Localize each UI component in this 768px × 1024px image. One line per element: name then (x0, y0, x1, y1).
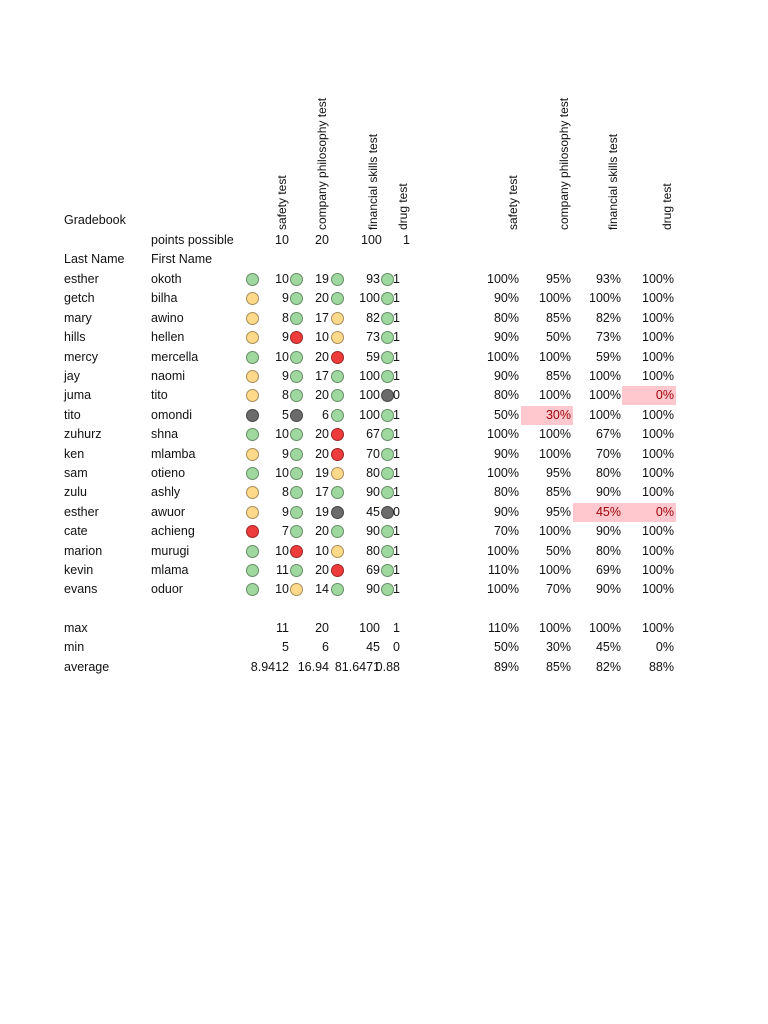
score-cell: 100 (359, 369, 380, 383)
last-name-cell: sam (64, 466, 88, 480)
first-name-header: First Name (151, 252, 213, 266)
percent-cell: 93% (595, 272, 621, 286)
percent-cell: 100% (589, 369, 621, 383)
summary-score-cell: 0.88 (375, 659, 400, 674)
table-row (0, 289, 768, 308)
score-cell: 69 (366, 563, 380, 577)
last-name-cell: zuhurz (64, 427, 102, 442)
percent-cell: 90% (493, 369, 519, 383)
summary-score-cell: 5 (282, 640, 289, 655)
score-cell: 9 (282, 291, 289, 306)
percent-cell: 80% (595, 466, 621, 480)
first-name-cell: otieno (151, 466, 186, 480)
percent-cell: 90% (493, 330, 519, 345)
points-possible-label: points possible (151, 233, 234, 247)
first-name-cell: oduor (151, 582, 183, 597)
summary-row (0, 619, 768, 638)
score-cell: 17 (315, 369, 329, 383)
percent-cell: 90% (595, 582, 621, 597)
score-cell: 90 (366, 582, 380, 597)
summary-percent-cell: 50% (493, 640, 519, 655)
last-name-cell: esther (64, 272, 99, 286)
first-name-cell: murugi (151, 543, 190, 558)
summary-percent-cell: 89% (493, 659, 519, 674)
score-cell: 67 (366, 427, 380, 442)
score-cell: 10 (275, 543, 289, 558)
percent-cell: 100% (642, 291, 674, 306)
percent-cell: 100% (642, 310, 674, 325)
last-name-cell: zulu (64, 485, 87, 500)
table-row (0, 425, 768, 444)
percent-cell: 100% (539, 291, 571, 306)
table-row (0, 309, 768, 328)
percent-cell: 80% (493, 388, 519, 403)
percent-cell: 100% (642, 330, 674, 345)
percent-cell: 100% (642, 582, 674, 597)
score-cell: 20 (315, 446, 329, 461)
score-cell: 100 (359, 291, 380, 306)
header-financial-skills-test-pct: financial skills test (606, 133, 620, 230)
score-cell: 17 (315, 310, 329, 325)
percent-cell: 90% (493, 446, 519, 461)
table-row (0, 580, 768, 599)
percent-cell: 80% (493, 485, 519, 500)
score-cell: 10 (275, 466, 289, 480)
first-name-cell: shna (151, 427, 179, 442)
percent-cell: 100% (539, 349, 571, 364)
score-cell: 11 (276, 563, 289, 577)
score-cell: 1 (393, 427, 400, 442)
header-company-philosophy-test-pct: company philosophy test (557, 97, 571, 230)
summary-score-cell: 11 (276, 621, 289, 635)
percent-cell: 100% (642, 524, 674, 539)
header-drug-test-pct: drug test (660, 183, 674, 230)
score-cell: 10 (315, 543, 329, 558)
first-name-cell: okoth (151, 272, 182, 286)
percent-cell: 90% (595, 524, 621, 539)
table-row (0, 386, 768, 405)
table-row (0, 561, 768, 580)
score-cell: 7 (282, 524, 289, 539)
percent-cell: 100% (539, 446, 571, 461)
score-cell: 100 (359, 388, 380, 403)
percent-cell: 100% (487, 543, 519, 558)
summary-percent-cell: 82% (595, 659, 621, 674)
header-safety-test: safety test (275, 175, 289, 230)
score-cell: 1 (393, 582, 400, 597)
score-cell: 1 (393, 291, 400, 306)
score-cell: 10 (315, 330, 329, 345)
summary-score-cell: 20 (315, 621, 329, 635)
score-cell: 8 (282, 388, 289, 403)
summary-score-cell: 81.6471 (334, 659, 380, 674)
percent-cell: 100% (642, 272, 674, 286)
percent-cell: 80% (493, 310, 519, 325)
score-cell: 0 (393, 504, 400, 519)
percent-cell: 100% (539, 388, 571, 403)
low-percent-cell: 0% (622, 503, 676, 522)
last-name-cell: mercy (64, 349, 99, 364)
points-possible-safety: 10 (275, 233, 289, 247)
last-name-cell: evans (64, 582, 98, 597)
score-cell: 8 (282, 310, 289, 325)
points-possible-company: 20 (315, 233, 329, 247)
summary-score-cell: 16.94 (297, 659, 329, 674)
score-cell: 20 (315, 427, 329, 442)
header-drug-test: drug test (396, 183, 410, 230)
last-name-header: Last Name (64, 252, 125, 266)
percent-cell: 100% (487, 466, 519, 480)
percent-cell: 85% (545, 310, 571, 325)
score-cell: 8 (282, 485, 289, 500)
percent-cell: 50% (493, 407, 519, 422)
summary-row (0, 658, 768, 677)
percent-cell: 100% (642, 485, 674, 500)
percent-cell: 100% (539, 427, 571, 442)
summary-percent-cell: 85% (545, 659, 571, 674)
table-row (0, 348, 768, 367)
summary-percent-cell: 100% (589, 621, 621, 635)
percent-cell: 67% (595, 427, 621, 442)
percent-cell: 69% (595, 563, 621, 577)
first-name-cell: naomi (151, 369, 186, 383)
score-cell: 20 (315, 388, 329, 403)
summary-percent-cell: 88% (648, 659, 674, 674)
last-name-cell: marion (64, 543, 103, 558)
score-cell: 45 (366, 504, 380, 519)
table-row (0, 522, 768, 541)
last-name-cell: juma (64, 388, 92, 403)
summary-percent-cell: 0% (655, 640, 674, 655)
last-name-cell: getch (64, 291, 95, 306)
last-name-cell: jay (64, 369, 80, 383)
percent-cell: 50% (545, 330, 571, 345)
points-possible-financial: 100 (361, 233, 382, 247)
score-cell: 9 (282, 330, 289, 345)
score-cell: 1 (393, 330, 400, 345)
header-company-philosophy-test: company philosophy test (315, 97, 329, 230)
percent-cell: 82% (595, 310, 621, 325)
last-name-cell: esther (64, 504, 99, 519)
summary-percent-cell: 110% (487, 621, 519, 635)
score-cell: 59 (366, 349, 380, 364)
score-cell: 17 (315, 485, 329, 500)
score-cell: 80 (366, 543, 380, 558)
percent-cell: 100% (642, 466, 674, 480)
score-cell: 9 (282, 504, 289, 519)
table-row (0, 542, 768, 561)
score-cell: 82 (366, 310, 380, 325)
score-cell: 0 (393, 388, 400, 403)
table-row (0, 367, 768, 386)
score-cell: 100 (359, 407, 380, 422)
score-cell: 1 (393, 407, 400, 422)
percent-cell: 100% (539, 563, 571, 577)
score-cell: 6 (322, 407, 329, 422)
score-cell: 1 (393, 543, 400, 558)
score-cell: 10 (275, 272, 289, 286)
last-name-cell: hills (64, 330, 86, 345)
score-cell: 90 (366, 485, 380, 500)
score-cell: 20 (315, 349, 329, 364)
score-cell: 70 (366, 446, 380, 461)
score-cell: 19 (315, 272, 329, 286)
summary-percent-cell: 30% (545, 640, 571, 655)
last-name-cell: tito (64, 407, 81, 422)
table-row (0, 328, 768, 347)
percent-cell: 100% (589, 407, 621, 422)
percent-cell: 100% (642, 369, 674, 383)
percent-cell: 85% (545, 485, 571, 500)
first-name-cell: achieng (151, 524, 195, 539)
percent-cell: 100% (539, 524, 571, 539)
score-cell: 1 (393, 524, 400, 539)
score-cell: 1 (393, 446, 400, 461)
score-cell: 1 (393, 310, 400, 325)
percent-cell: 100% (487, 272, 519, 286)
first-name-cell: mlama (151, 563, 189, 577)
percent-cell: 90% (493, 504, 519, 519)
score-cell: 93 (366, 272, 380, 286)
percent-cell: 59% (595, 349, 621, 364)
low-percent-cell: 45% (573, 503, 623, 522)
sheet-title: Gradebook (64, 213, 126, 227)
percent-cell: 100% (642, 563, 674, 577)
first-name-cell: mlamba (151, 446, 196, 461)
summary-score-cell: 45 (366, 640, 380, 655)
percent-cell: 85% (545, 369, 571, 383)
percent-cell: 70% (545, 582, 571, 597)
percent-cell: 90% (493, 291, 519, 306)
score-cell: 9 (282, 369, 289, 383)
last-name-cell: kevin (64, 563, 94, 577)
score-cell: 10 (275, 427, 289, 442)
table-row (0, 445, 768, 464)
score-cell: 1 (393, 272, 400, 286)
percent-cell: 100% (589, 291, 621, 306)
table-row (0, 406, 768, 425)
last-name-cell: ken (64, 446, 85, 461)
summary-score-cell: 100 (359, 621, 380, 635)
summary-label: average (64, 659, 110, 674)
summary-label: min (64, 640, 85, 655)
percent-cell: 100% (487, 349, 519, 364)
percent-cell: 70% (493, 524, 519, 539)
score-cell: 1 (393, 349, 400, 364)
summary-percent-cell: 45% (595, 640, 621, 655)
score-cell: 5 (282, 407, 289, 422)
first-name-cell: omondi (151, 407, 192, 422)
percent-cell: 100% (642, 349, 674, 364)
summary-row (0, 638, 768, 657)
summary-score-cell: 6 (322, 640, 329, 655)
score-cell: 1 (393, 485, 400, 500)
summary-score-cell: 8.9412 (250, 659, 289, 674)
percent-cell: 73% (595, 330, 621, 345)
score-cell: 19 (315, 466, 329, 480)
summary-percent-cell: 100% (539, 621, 571, 635)
score-cell: 1 (393, 369, 400, 383)
score-cell: 10 (275, 349, 289, 364)
header-safety-test-pct: safety test (506, 175, 520, 230)
summary-score-cell: 0 (393, 640, 400, 655)
score-cell: 20 (315, 291, 329, 306)
header-financial-skills-test: financial skills test (366, 133, 380, 230)
score-cell: 1 (393, 563, 400, 577)
percent-cell: 100% (589, 388, 621, 403)
first-name-cell: awino (151, 310, 184, 325)
score-cell: 80 (366, 466, 380, 480)
low-percent-cell: 30% (521, 406, 573, 425)
table-row (0, 464, 768, 483)
score-cell: 20 (315, 524, 329, 539)
percent-cell: 80% (595, 543, 621, 558)
points-possible-drug: 1 (403, 233, 410, 247)
score-cell: 1 (393, 466, 400, 480)
percent-cell: 100% (642, 446, 674, 461)
percent-cell: 95% (545, 504, 571, 519)
percent-cell: 110% (487, 563, 519, 577)
summary-score-cell: 1 (393, 621, 400, 635)
score-cell: 19 (315, 504, 329, 519)
percent-cell: 100% (642, 543, 674, 558)
table-row (0, 270, 768, 289)
percent-cell: 70% (595, 446, 621, 461)
last-name-cell: mary (64, 310, 92, 325)
percent-cell: 100% (642, 427, 674, 442)
score-cell: 73 (366, 330, 380, 345)
first-name-cell: ashly (151, 485, 181, 500)
percent-cell: 100% (487, 427, 519, 442)
first-name-cell: tito (151, 388, 168, 403)
first-name-cell: hellen (151, 330, 185, 345)
summary-percent-cell: 100% (642, 621, 674, 635)
score-cell: 20 (315, 563, 329, 577)
first-name-cell: mercella (151, 349, 199, 364)
score-cell: 14 (315, 582, 329, 597)
percent-cell: 90% (595, 485, 621, 500)
percent-cell: 100% (487, 582, 519, 597)
first-name-cell: bilha (151, 291, 178, 306)
score-cell: 10 (275, 582, 289, 597)
last-name-cell: cate (64, 524, 88, 539)
score-cell: 9 (282, 446, 289, 461)
summary-label: max (64, 621, 88, 635)
score-cell: 90 (366, 524, 380, 539)
first-name-cell: awuor (151, 504, 186, 519)
percent-cell: 100% (642, 407, 674, 422)
low-percent-cell: 0% (622, 386, 676, 405)
percent-cell: 95% (545, 272, 571, 286)
percent-cell: 95% (545, 466, 571, 480)
table-row (0, 503, 768, 522)
table-row (0, 483, 768, 502)
percent-cell: 50% (545, 543, 571, 558)
